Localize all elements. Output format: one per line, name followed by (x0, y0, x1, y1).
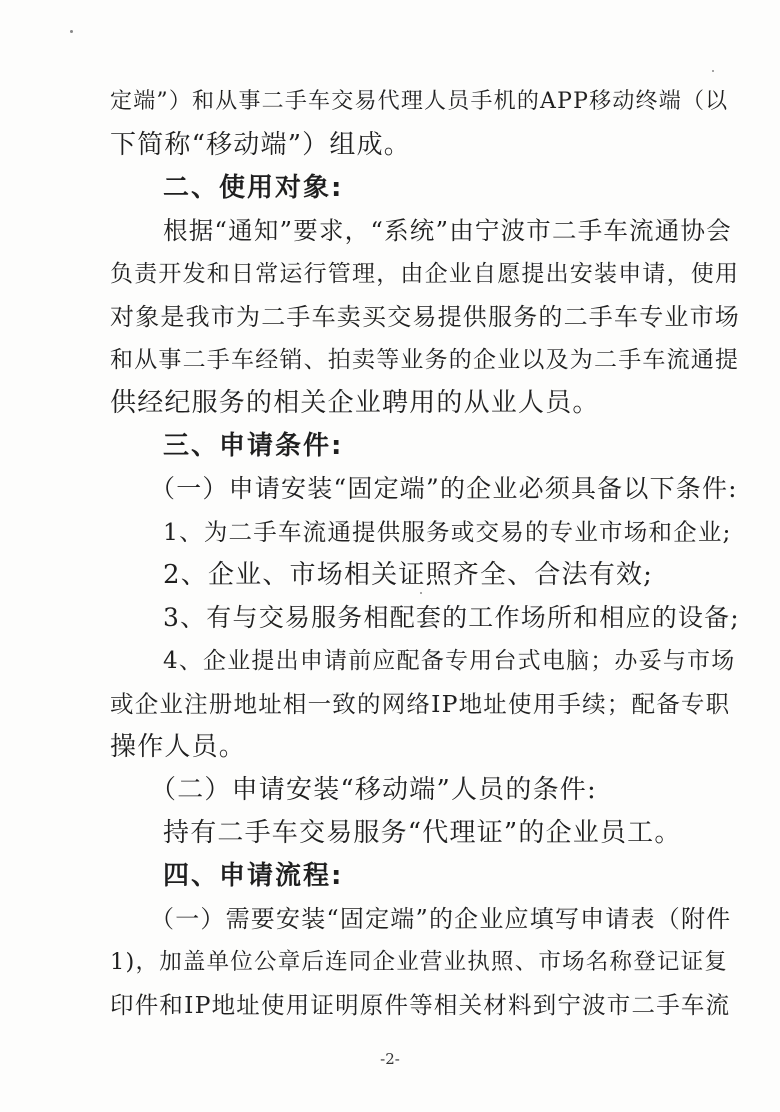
paper-speck (420, 592, 422, 594)
condition-item-3: 3、有与交易服务相配套的工作场所和相应的设备; (163, 603, 740, 632)
process-line-3: 印件和IP地址使用证明原件等相关材料到宁波市二手车流 (110, 991, 731, 1019)
subsection-line-mobile-terminal: （二）申请安装“移动端”人员的条件: (150, 775, 597, 805)
process-line-2: 1)，加盖单位公章后连同企业营业执照、市场名称登记证复 (110, 949, 728, 975)
section-heading-application-process: 四、申请流程: (163, 861, 344, 891)
condition-item-1: 1、为二手车流通提供服务或交易的专业市场和企业; (163, 518, 732, 546)
condition-item-4-continued: 或企业注册地址相一致的网络IP地址使用手续；配备专职 (110, 690, 731, 718)
section-heading-application-conditions: 三、申请条件: (163, 431, 344, 461)
body-line-7: 和从事二手车经销、拍卖等业务的企业以及为二手车流通提 (110, 347, 740, 373)
condition-item-2: 2、企业、市场相关证照齐全、合法有效; (163, 560, 654, 590)
body-line-4: 根据“通知”要求，“系统”由宁波市二手车流通协会 (163, 216, 732, 245)
body-line-5: 负责开发和日常运行管理，由企业自愿提出安装申请，使用 (110, 261, 740, 287)
section-heading-usage-target: 二、使用对象: (163, 173, 344, 203)
paper-speck (712, 70, 714, 72)
body-line-6: 对象是我市为二手车卖买交易提供服务的二手车专业市场 (110, 303, 740, 331)
paper-speck (70, 30, 73, 33)
condition-item-4-end: 操作人员。 (110, 732, 247, 762)
body-line-1: 定端”）和从事二手车交易代理人员手机的APP移动终端（以 (110, 89, 729, 114)
mobile-condition-line: 持有二手车交易服务“代理证”的企业员工。 (163, 818, 682, 848)
page-number: -2- (380, 1050, 400, 1068)
body-line-8: 供经纪服务的相关企业聘用的从业人员。 (110, 388, 600, 418)
condition-item-4: 4、企业提出申请前应配备专用台式电脑；办妥与市场 (163, 648, 736, 674)
body-line-2: 下简称“移动端”）组成。 (110, 130, 411, 160)
subsection-line-fixed-terminal: （一）申请安装“固定端”的企业必须具备以下条件: (150, 474, 738, 503)
process-line-1: （一）需要安装“固定端”的企业应填写申请表（附件 (150, 905, 732, 933)
